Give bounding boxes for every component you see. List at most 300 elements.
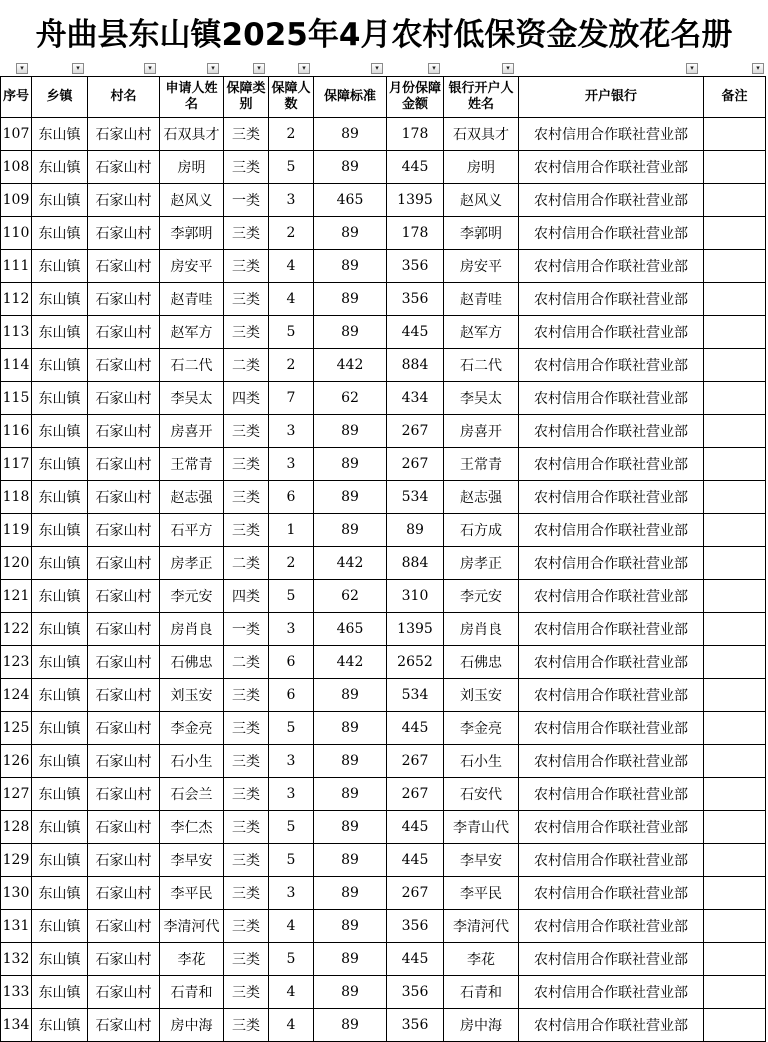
cell-applicant[interactable]: 李早安 xyxy=(160,844,224,877)
cell-bank[interactable]: 农村信用合作联社营业部 xyxy=(519,712,704,745)
cell-amount[interactable]: 310 xyxy=(387,580,444,613)
cell-applicant[interactable]: 石青和 xyxy=(160,976,224,1009)
cell-amount[interactable]: 267 xyxy=(387,745,444,778)
cell-amount[interactable]: 267 xyxy=(387,415,444,448)
filter-dropdown-amount[interactable]: ▾ xyxy=(428,63,440,74)
cell-town[interactable]: 东山镇 xyxy=(32,250,88,283)
cell-seq[interactable]: 122 xyxy=(1,613,32,646)
cell-town[interactable]: 东山镇 xyxy=(32,712,88,745)
cell-persons[interactable]: 4 xyxy=(269,283,314,316)
cell-amount[interactable]: 356 xyxy=(387,910,444,943)
cell-seq[interactable]: 132 xyxy=(1,943,32,976)
cell-seq[interactable]: 123 xyxy=(1,646,32,679)
cell-applicant[interactable]: 李郭明 xyxy=(160,217,224,250)
cell-remark[interactable] xyxy=(704,118,766,151)
cell-standard[interactable]: 89 xyxy=(314,481,387,514)
cell-seq[interactable]: 107 xyxy=(1,118,32,151)
cell-village[interactable]: 石家山村 xyxy=(88,910,160,943)
cell-town[interactable]: 东山镇 xyxy=(32,547,88,580)
cell-amount[interactable]: 445 xyxy=(387,316,444,349)
cell-applicant[interactable]: 王常青 xyxy=(160,448,224,481)
cell-category[interactable]: 三类 xyxy=(224,943,269,976)
cell-village[interactable]: 石家山村 xyxy=(88,382,160,415)
cell-category[interactable]: 四类 xyxy=(224,580,269,613)
cell-persons[interactable]: 1 xyxy=(269,514,314,547)
cell-applicant[interactable]: 赵军方 xyxy=(160,316,224,349)
cell-remark[interactable] xyxy=(704,745,766,778)
cell-account-name[interactable]: 李清河代 xyxy=(444,910,519,943)
cell-amount[interactable]: 534 xyxy=(387,481,444,514)
cell-amount[interactable]: 445 xyxy=(387,844,444,877)
cell-bank[interactable]: 农村信用合作联社营业部 xyxy=(519,118,704,151)
cell-town[interactable]: 东山镇 xyxy=(32,646,88,679)
cell-bank[interactable]: 农村信用合作联社营业部 xyxy=(519,943,704,976)
cell-bank[interactable]: 农村信用合作联社营业部 xyxy=(519,151,704,184)
cell-bank[interactable]: 农村信用合作联社营业部 xyxy=(519,811,704,844)
cell-village[interactable]: 石家山村 xyxy=(88,514,160,547)
cell-town[interactable]: 东山镇 xyxy=(32,349,88,382)
cell-standard[interactable]: 89 xyxy=(314,283,387,316)
cell-remark[interactable] xyxy=(704,646,766,679)
cell-account-name[interactable]: 王常青 xyxy=(444,448,519,481)
cell-standard[interactable]: 89 xyxy=(314,877,387,910)
cell-category[interactable]: 三类 xyxy=(224,745,269,778)
cell-applicant[interactable]: 石二代 xyxy=(160,349,224,382)
cell-persons[interactable]: 2 xyxy=(269,349,314,382)
cell-applicant[interactable]: 石佛忠 xyxy=(160,646,224,679)
cell-account-name[interactable]: 石方成 xyxy=(444,514,519,547)
cell-applicant[interactable]: 石平方 xyxy=(160,514,224,547)
cell-amount[interactable]: 445 xyxy=(387,943,444,976)
cell-category[interactable]: 一类 xyxy=(224,613,269,646)
cell-category[interactable]: 三类 xyxy=(224,118,269,151)
cell-village[interactable]: 石家山村 xyxy=(88,217,160,250)
cell-town[interactable]: 东山镇 xyxy=(32,151,88,184)
filter-dropdown-category[interactable]: ▾ xyxy=(253,63,265,74)
cell-bank[interactable]: 农村信用合作联社营业部 xyxy=(519,547,704,580)
filter-dropdown-account-name[interactable]: ▾ xyxy=(502,63,514,74)
cell-bank[interactable]: 农村信用合作联社营业部 xyxy=(519,514,704,547)
cell-seq[interactable]: 119 xyxy=(1,514,32,547)
cell-bank[interactable]: 农村信用合作联社营业部 xyxy=(519,283,704,316)
cell-town[interactable]: 东山镇 xyxy=(32,976,88,1009)
cell-seq[interactable]: 126 xyxy=(1,745,32,778)
cell-village[interactable]: 石家山村 xyxy=(88,811,160,844)
cell-account-name[interactable]: 石双具才 xyxy=(444,118,519,151)
cell-account-name[interactable]: 石小生 xyxy=(444,745,519,778)
cell-village[interactable]: 石家山村 xyxy=(88,712,160,745)
cell-village[interactable]: 石家山村 xyxy=(88,250,160,283)
cell-standard[interactable]: 442 xyxy=(314,646,387,679)
cell-remark[interactable] xyxy=(704,1009,766,1042)
cell-standard[interactable]: 89 xyxy=(314,811,387,844)
cell-category[interactable]: 三类 xyxy=(224,976,269,1009)
filter-dropdown-bank[interactable]: ▾ xyxy=(686,63,698,74)
cell-account-name[interactable]: 赵风义 xyxy=(444,184,519,217)
cell-persons[interactable]: 5 xyxy=(269,316,314,349)
cell-account-name[interactable]: 房中海 xyxy=(444,1009,519,1042)
cell-town[interactable]: 东山镇 xyxy=(32,580,88,613)
cell-persons[interactable]: 6 xyxy=(269,646,314,679)
cell-seq[interactable]: 128 xyxy=(1,811,32,844)
cell-remark[interactable] xyxy=(704,778,766,811)
cell-standard[interactable]: 465 xyxy=(314,613,387,646)
cell-village[interactable]: 石家山村 xyxy=(88,1009,160,1042)
cell-category[interactable]: 三类 xyxy=(224,811,269,844)
cell-seq[interactable]: 108 xyxy=(1,151,32,184)
cell-village[interactable]: 石家山村 xyxy=(88,580,160,613)
cell-applicant[interactable]: 赵志强 xyxy=(160,481,224,514)
cell-category[interactable]: 三类 xyxy=(224,1009,269,1042)
cell-bank[interactable]: 农村信用合作联社营业部 xyxy=(519,646,704,679)
cell-persons[interactable]: 4 xyxy=(269,976,314,1009)
cell-remark[interactable] xyxy=(704,448,766,481)
cell-amount[interactable]: 356 xyxy=(387,976,444,1009)
cell-persons[interactable]: 3 xyxy=(269,745,314,778)
cell-village[interactable]: 石家山村 xyxy=(88,943,160,976)
cell-remark[interactable] xyxy=(704,184,766,217)
cell-category[interactable]: 三类 xyxy=(224,877,269,910)
cell-bank[interactable]: 农村信用合作联社营业部 xyxy=(519,382,704,415)
cell-standard[interactable]: 89 xyxy=(314,415,387,448)
cell-town[interactable]: 东山镇 xyxy=(32,184,88,217)
cell-bank[interactable]: 农村信用合作联社营业部 xyxy=(519,250,704,283)
cell-remark[interactable] xyxy=(704,283,766,316)
cell-standard[interactable]: 62 xyxy=(314,382,387,415)
cell-bank[interactable]: 农村信用合作联社营业部 xyxy=(519,184,704,217)
cell-persons[interactable]: 4 xyxy=(269,910,314,943)
filter-dropdown-seq[interactable]: ▾ xyxy=(16,63,28,74)
cell-account-name[interactable]: 石安代 xyxy=(444,778,519,811)
cell-applicant[interactable]: 李吴太 xyxy=(160,382,224,415)
cell-remark[interactable] xyxy=(704,382,766,415)
cell-remark[interactable] xyxy=(704,877,766,910)
cell-remark[interactable] xyxy=(704,580,766,613)
cell-bank[interactable]: 农村信用合作联社营业部 xyxy=(519,877,704,910)
cell-seq[interactable]: 131 xyxy=(1,910,32,943)
cell-seq[interactable]: 112 xyxy=(1,283,32,316)
cell-bank[interactable]: 农村信用合作联社营业部 xyxy=(519,448,704,481)
cell-account-name[interactable]: 李平民 xyxy=(444,877,519,910)
cell-category[interactable]: 二类 xyxy=(224,547,269,580)
cell-town[interactable]: 东山镇 xyxy=(32,910,88,943)
cell-category[interactable]: 一类 xyxy=(224,184,269,217)
cell-standard[interactable]: 89 xyxy=(314,976,387,1009)
cell-standard[interactable]: 89 xyxy=(314,217,387,250)
cell-persons[interactable]: 5 xyxy=(269,844,314,877)
cell-village[interactable]: 石家山村 xyxy=(88,844,160,877)
cell-applicant[interactable]: 李平民 xyxy=(160,877,224,910)
cell-applicant[interactable]: 房明 xyxy=(160,151,224,184)
cell-account-name[interactable]: 房孝正 xyxy=(444,547,519,580)
cell-seq[interactable]: 120 xyxy=(1,547,32,580)
cell-persons[interactable]: 2 xyxy=(269,547,314,580)
cell-amount[interactable]: 884 xyxy=(387,547,444,580)
cell-standard[interactable]: 62 xyxy=(314,580,387,613)
cell-standard[interactable]: 89 xyxy=(314,250,387,283)
cell-remark[interactable] xyxy=(704,712,766,745)
cell-town[interactable]: 东山镇 xyxy=(32,448,88,481)
cell-standard[interactable]: 89 xyxy=(314,448,387,481)
cell-standard[interactable]: 89 xyxy=(314,910,387,943)
cell-village[interactable]: 石家山村 xyxy=(88,118,160,151)
cell-seq[interactable]: 109 xyxy=(1,184,32,217)
cell-bank[interactable]: 农村信用合作联社营业部 xyxy=(519,844,704,877)
cell-account-name[interactable]: 石佛忠 xyxy=(444,646,519,679)
cell-seq[interactable]: 111 xyxy=(1,250,32,283)
cell-remark[interactable] xyxy=(704,481,766,514)
cell-town[interactable]: 东山镇 xyxy=(32,877,88,910)
cell-remark[interactable] xyxy=(704,613,766,646)
cell-village[interactable]: 石家山村 xyxy=(88,316,160,349)
cell-account-name[interactable]: 赵青哇 xyxy=(444,283,519,316)
cell-applicant[interactable]: 赵风义 xyxy=(160,184,224,217)
cell-amount[interactable]: 445 xyxy=(387,811,444,844)
cell-persons[interactable]: 3 xyxy=(269,448,314,481)
cell-remark[interactable] xyxy=(704,943,766,976)
cell-amount[interactable]: 267 xyxy=(387,448,444,481)
cell-remark[interactable] xyxy=(704,316,766,349)
cell-village[interactable]: 石家山村 xyxy=(88,151,160,184)
cell-town[interactable]: 东山镇 xyxy=(32,1009,88,1042)
cell-category[interactable]: 三类 xyxy=(224,316,269,349)
cell-account-name[interactable]: 李青山代 xyxy=(444,811,519,844)
cell-remark[interactable] xyxy=(704,514,766,547)
cell-standard[interactable]: 89 xyxy=(314,778,387,811)
cell-account-name[interactable]: 房安平 xyxy=(444,250,519,283)
cell-standard[interactable]: 89 xyxy=(314,1009,387,1042)
cell-town[interactable]: 东山镇 xyxy=(32,217,88,250)
cell-account-name[interactable]: 石二代 xyxy=(444,349,519,382)
cell-remark[interactable] xyxy=(704,679,766,712)
cell-account-name[interactable]: 赵志强 xyxy=(444,481,519,514)
cell-standard[interactable]: 442 xyxy=(314,349,387,382)
cell-village[interactable]: 石家山村 xyxy=(88,184,160,217)
cell-category[interactable]: 二类 xyxy=(224,349,269,382)
cell-village[interactable]: 石家山村 xyxy=(88,877,160,910)
cell-category[interactable]: 三类 xyxy=(224,910,269,943)
cell-category[interactable]: 三类 xyxy=(224,448,269,481)
cell-category[interactable]: 二类 xyxy=(224,646,269,679)
cell-persons[interactable]: 3 xyxy=(269,184,314,217)
cell-persons[interactable]: 5 xyxy=(269,151,314,184)
cell-applicant[interactable]: 李花 xyxy=(160,943,224,976)
cell-amount[interactable]: 356 xyxy=(387,283,444,316)
cell-bank[interactable]: 农村信用合作联社营业部 xyxy=(519,745,704,778)
cell-category[interactable]: 三类 xyxy=(224,679,269,712)
cell-bank[interactable]: 农村信用合作联社营业部 xyxy=(519,976,704,1009)
cell-seq[interactable]: 127 xyxy=(1,778,32,811)
cell-bank[interactable]: 农村信用合作联社营业部 xyxy=(519,217,704,250)
cell-category[interactable]: 三类 xyxy=(224,250,269,283)
cell-account-name[interactable]: 李元安 xyxy=(444,580,519,613)
filter-dropdown-standard[interactable]: ▾ xyxy=(371,63,383,74)
cell-remark[interactable] xyxy=(704,349,766,382)
cell-persons[interactable]: 3 xyxy=(269,613,314,646)
cell-persons[interactable]: 3 xyxy=(269,877,314,910)
cell-village[interactable]: 石家山村 xyxy=(88,778,160,811)
cell-remark[interactable] xyxy=(704,976,766,1009)
cell-applicant[interactable]: 赵青哇 xyxy=(160,283,224,316)
cell-village[interactable]: 石家山村 xyxy=(88,976,160,1009)
cell-account-name[interactable]: 赵军方 xyxy=(444,316,519,349)
cell-amount[interactable]: 2652 xyxy=(387,646,444,679)
cell-persons[interactable]: 5 xyxy=(269,811,314,844)
cell-bank[interactable]: 农村信用合作联社营业部 xyxy=(519,613,704,646)
cell-account-name[interactable]: 李金亮 xyxy=(444,712,519,745)
filter-dropdown-applicant[interactable]: ▾ xyxy=(207,63,219,74)
cell-amount[interactable]: 884 xyxy=(387,349,444,382)
cell-remark[interactable] xyxy=(704,151,766,184)
cell-standard[interactable]: 89 xyxy=(314,712,387,745)
cell-bank[interactable]: 农村信用合作联社营业部 xyxy=(519,679,704,712)
cell-amount[interactable]: 1395 xyxy=(387,613,444,646)
cell-town[interactable]: 东山镇 xyxy=(32,415,88,448)
cell-standard[interactable]: 89 xyxy=(314,745,387,778)
cell-town[interactable]: 东山镇 xyxy=(32,943,88,976)
cell-standard[interactable]: 89 xyxy=(314,118,387,151)
cell-bank[interactable]: 农村信用合作联社营业部 xyxy=(519,415,704,448)
cell-seq[interactable]: 110 xyxy=(1,217,32,250)
cell-village[interactable]: 石家山村 xyxy=(88,646,160,679)
cell-amount[interactable]: 534 xyxy=(387,679,444,712)
cell-category[interactable]: 三类 xyxy=(224,217,269,250)
cell-category[interactable]: 三类 xyxy=(224,481,269,514)
cell-bank[interactable]: 农村信用合作联社营业部 xyxy=(519,580,704,613)
cell-bank[interactable]: 农村信用合作联社营业部 xyxy=(519,778,704,811)
cell-persons[interactable]: 6 xyxy=(269,679,314,712)
cell-standard[interactable]: 89 xyxy=(314,679,387,712)
cell-applicant[interactable]: 石会兰 xyxy=(160,778,224,811)
cell-town[interactable]: 东山镇 xyxy=(32,811,88,844)
cell-account-name[interactable]: 刘玉安 xyxy=(444,679,519,712)
cell-standard[interactable]: 89 xyxy=(314,943,387,976)
cell-category[interactable]: 三类 xyxy=(224,844,269,877)
cell-persons[interactable]: 5 xyxy=(269,580,314,613)
cell-account-name[interactable]: 李郭明 xyxy=(444,217,519,250)
cell-remark[interactable] xyxy=(704,415,766,448)
cell-account-name[interactable]: 石青和 xyxy=(444,976,519,1009)
cell-seq[interactable]: 116 xyxy=(1,415,32,448)
cell-applicant[interactable]: 李元安 xyxy=(160,580,224,613)
cell-bank[interactable]: 农村信用合作联社营业部 xyxy=(519,349,704,382)
cell-category[interactable]: 三类 xyxy=(224,712,269,745)
cell-category[interactable]: 三类 xyxy=(224,283,269,316)
cell-village[interactable]: 石家山村 xyxy=(88,613,160,646)
cell-town[interactable]: 东山镇 xyxy=(32,316,88,349)
cell-amount[interactable]: 356 xyxy=(387,250,444,283)
cell-amount[interactable]: 434 xyxy=(387,382,444,415)
cell-seq[interactable]: 125 xyxy=(1,712,32,745)
cell-amount[interactable]: 445 xyxy=(387,712,444,745)
cell-town[interactable]: 东山镇 xyxy=(32,844,88,877)
cell-persons[interactable]: 7 xyxy=(269,382,314,415)
cell-bank[interactable]: 农村信用合作联社营业部 xyxy=(519,316,704,349)
cell-persons[interactable]: 4 xyxy=(269,250,314,283)
cell-applicant[interactable]: 李仁杰 xyxy=(160,811,224,844)
cell-account-name[interactable]: 李花 xyxy=(444,943,519,976)
cell-standard[interactable]: 89 xyxy=(314,151,387,184)
cell-village[interactable]: 石家山村 xyxy=(88,547,160,580)
cell-village[interactable]: 石家山村 xyxy=(88,415,160,448)
cell-seq[interactable]: 113 xyxy=(1,316,32,349)
cell-applicant[interactable]: 石双具才 xyxy=(160,118,224,151)
cell-town[interactable]: 东山镇 xyxy=(32,118,88,151)
cell-amount[interactable]: 356 xyxy=(387,1009,444,1042)
cell-applicant[interactable]: 房肖良 xyxy=(160,613,224,646)
cell-town[interactable]: 东山镇 xyxy=(32,283,88,316)
cell-village[interactable]: 石家山村 xyxy=(88,679,160,712)
cell-remark[interactable] xyxy=(704,547,766,580)
cell-seq[interactable]: 121 xyxy=(1,580,32,613)
cell-category[interactable]: 三类 xyxy=(224,151,269,184)
cell-bank[interactable]: 农村信用合作联社营业部 xyxy=(519,1009,704,1042)
cell-category[interactable]: 三类 xyxy=(224,415,269,448)
cell-seq[interactable]: 118 xyxy=(1,481,32,514)
cell-amount[interactable]: 178 xyxy=(387,118,444,151)
cell-account-name[interactable]: 李早安 xyxy=(444,844,519,877)
cell-village[interactable]: 石家山村 xyxy=(88,448,160,481)
cell-persons[interactable]: 6 xyxy=(269,481,314,514)
cell-seq[interactable]: 124 xyxy=(1,679,32,712)
cell-town[interactable]: 东山镇 xyxy=(32,613,88,646)
cell-account-name[interactable]: 房明 xyxy=(444,151,519,184)
cell-remark[interactable] xyxy=(704,250,766,283)
cell-standard[interactable]: 89 xyxy=(314,316,387,349)
cell-town[interactable]: 东山镇 xyxy=(32,514,88,547)
filter-dropdown-persons[interactable]: ▾ xyxy=(298,63,310,74)
cell-applicant[interactable]: 房喜开 xyxy=(160,415,224,448)
cell-persons[interactable]: 2 xyxy=(269,217,314,250)
cell-town[interactable]: 东山镇 xyxy=(32,481,88,514)
cell-bank[interactable]: 农村信用合作联社营业部 xyxy=(519,481,704,514)
cell-seq[interactable]: 130 xyxy=(1,877,32,910)
cell-standard[interactable]: 442 xyxy=(314,547,387,580)
cell-category[interactable]: 三类 xyxy=(224,778,269,811)
cell-persons[interactable]: 3 xyxy=(269,778,314,811)
cell-amount[interactable]: 445 xyxy=(387,151,444,184)
cell-village[interactable]: 石家山村 xyxy=(88,349,160,382)
cell-standard[interactable]: 465 xyxy=(314,184,387,217)
cell-remark[interactable] xyxy=(704,844,766,877)
cell-amount[interactable]: 267 xyxy=(387,778,444,811)
cell-standard[interactable]: 89 xyxy=(314,844,387,877)
cell-seq[interactable]: 114 xyxy=(1,349,32,382)
cell-persons[interactable]: 3 xyxy=(269,415,314,448)
cell-seq[interactable]: 129 xyxy=(1,844,32,877)
cell-account-name[interactable]: 李吴太 xyxy=(444,382,519,415)
cell-remark[interactable] xyxy=(704,811,766,844)
cell-town[interactable]: 东山镇 xyxy=(32,679,88,712)
cell-town[interactable]: 东山镇 xyxy=(32,745,88,778)
cell-category[interactable]: 四类 xyxy=(224,382,269,415)
cell-village[interactable]: 石家山村 xyxy=(88,745,160,778)
filter-dropdown-remark[interactable]: ▾ xyxy=(752,63,764,74)
cell-seq[interactable]: 115 xyxy=(1,382,32,415)
filter-active-icon[interactable]: ▾ xyxy=(144,63,156,74)
cell-remark[interactable] xyxy=(704,217,766,250)
cell-applicant[interactable]: 房孝正 xyxy=(160,547,224,580)
cell-amount[interactable]: 1395 xyxy=(387,184,444,217)
cell-applicant[interactable]: 李金亮 xyxy=(160,712,224,745)
cell-town[interactable]: 东山镇 xyxy=(32,778,88,811)
cell-persons[interactable]: 4 xyxy=(269,1009,314,1042)
cell-bank[interactable]: 农村信用合作联社营业部 xyxy=(519,910,704,943)
cell-seq[interactable]: 134 xyxy=(1,1009,32,1042)
cell-amount[interactable]: 267 xyxy=(387,877,444,910)
cell-village[interactable]: 石家山村 xyxy=(88,481,160,514)
cell-account-name[interactable]: 房肖良 xyxy=(444,613,519,646)
